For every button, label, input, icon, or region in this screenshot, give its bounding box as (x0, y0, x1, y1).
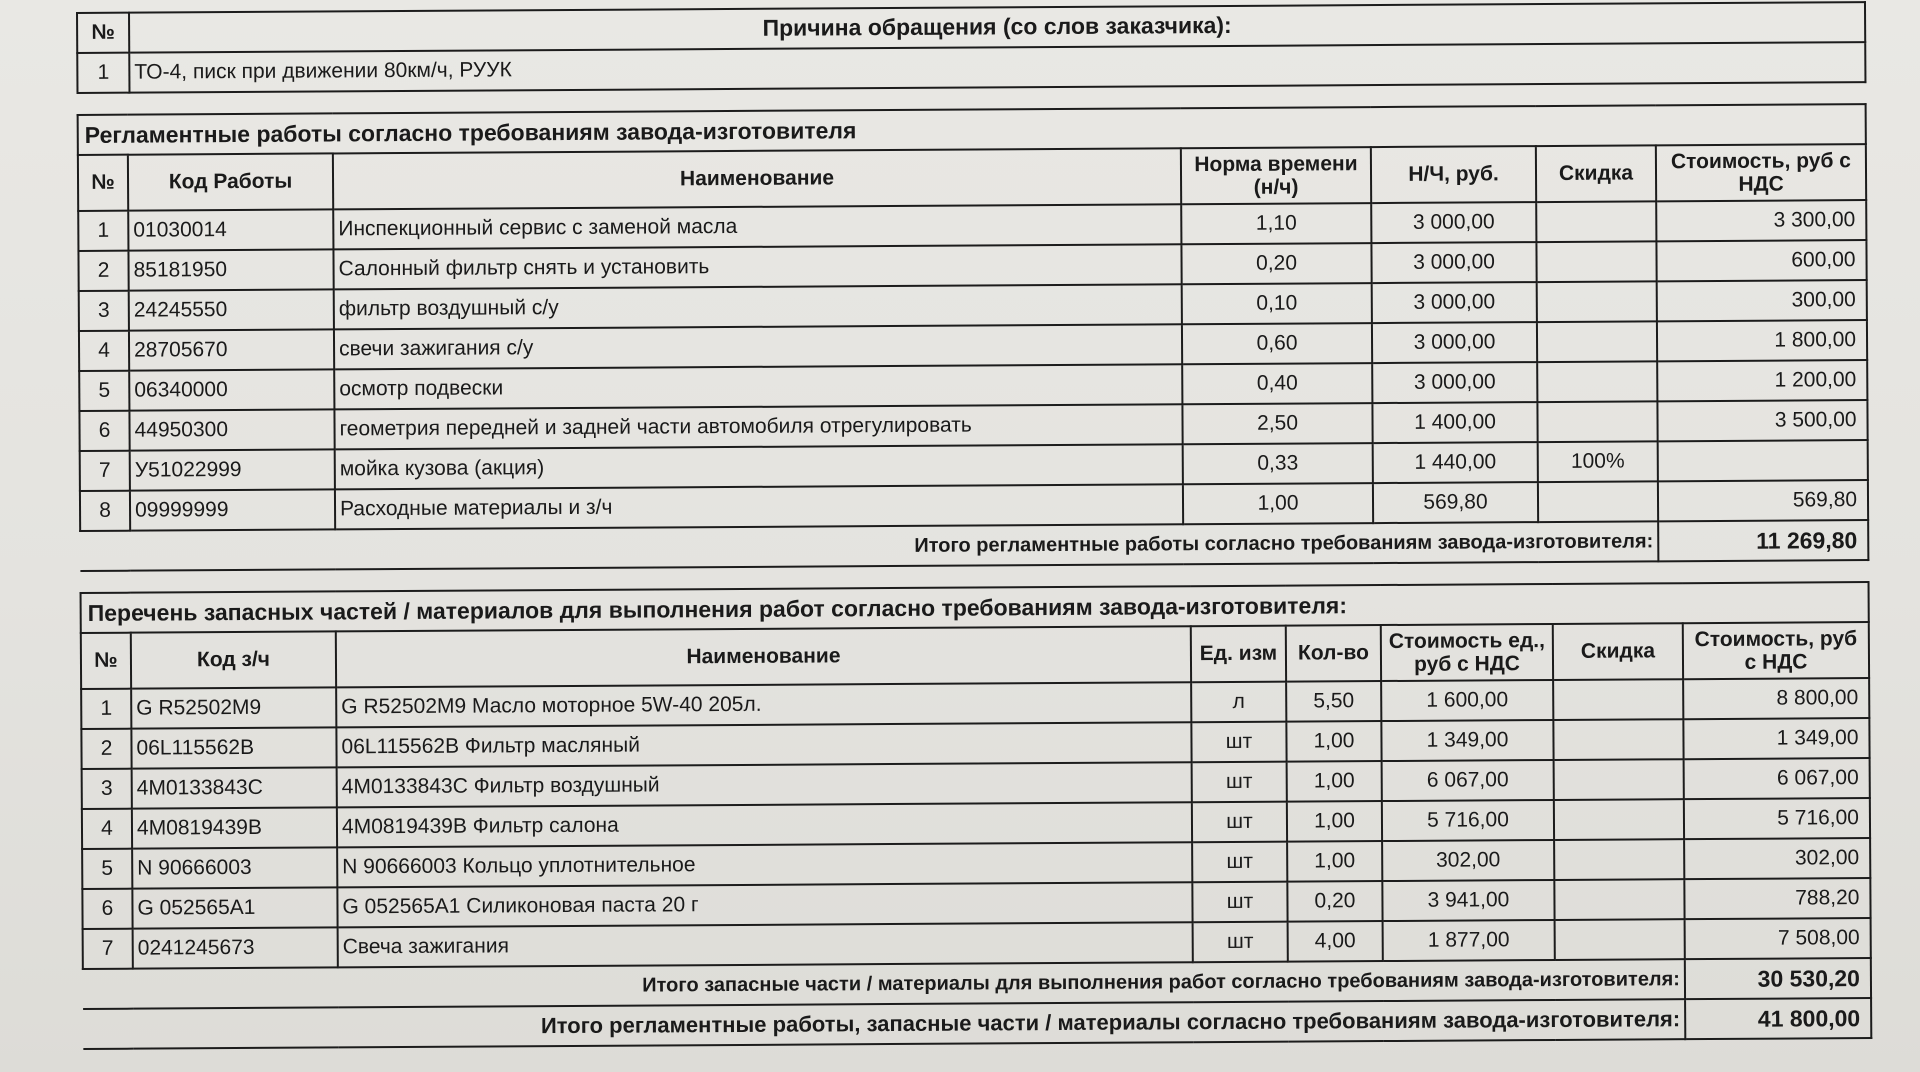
works-total-value: 11 269,80 (1658, 520, 1868, 561)
grand-total-value: 41 800,00 (1685, 998, 1871, 1039)
works-cell-cost: 3 500,00 (1657, 400, 1867, 441)
parts-cell-qty: 1,00 (1287, 841, 1382, 882)
parts-cell-qty: 5,50 (1286, 681, 1381, 722)
parts-cell-qty: 1,00 (1286, 721, 1381, 762)
works-cell-norm: 0,60 (1182, 323, 1372, 364)
parts-cell-discount (1554, 839, 1684, 880)
works-cell-rate: 1 400,00 (1372, 402, 1537, 443)
parts-cell-name: Свеча зажигания (338, 922, 1193, 967)
works-cell-rate: 3 000,00 (1372, 362, 1537, 403)
parts-cell-name: 4M0133843C Фильтр воздушный (337, 762, 1192, 807)
parts-total-value: 30 530,20 (1685, 958, 1871, 999)
parts-cell-cost: 788,20 (1684, 878, 1870, 919)
works-header-num: № (78, 155, 128, 211)
works-cell-norm: 2,50 (1182, 403, 1372, 444)
parts-header-cost: Стоимость, руб с НДС (1683, 622, 1869, 679)
parts-cell-cost: 5 716,00 (1684, 798, 1870, 839)
works-cell-name: мойка кузова (акция) (335, 444, 1183, 489)
parts-cell-name: 06L115562B Фильтр масляный (336, 722, 1191, 767)
works-cell-cost: 3 300,00 (1656, 200, 1866, 241)
parts-header-name: Наименование (336, 626, 1191, 687)
parts-total-label: Итого запасные части / материалы для выполнения работ согласно требованиям завода-изготовителя: (83, 959, 1685, 1009)
parts-cell-unit: шт (1191, 722, 1286, 763)
parts-cell-unit: шт (1192, 882, 1287, 923)
parts-cell-code: N 90666003 (132, 847, 337, 888)
works-cell-rate: 569,80 (1373, 482, 1538, 523)
works-cell-code: 85181950 (128, 249, 333, 290)
parts-cell-unit: л (1191, 682, 1286, 723)
parts-cell-num: 1 (81, 689, 131, 729)
works-cell-rate: 3 000,00 (1371, 242, 1536, 283)
parts-cell-unit: шт (1192, 802, 1287, 843)
works-cell-norm: 1,10 (1181, 203, 1371, 244)
parts-cell-cost: 302,00 (1684, 838, 1870, 879)
parts-cell-unit-cost: 1 877,00 (1383, 920, 1555, 961)
works-cell-rate: 1 440,00 (1373, 442, 1538, 483)
works-cell-cost (1658, 440, 1868, 481)
parts-header-qty: Кол-во (1286, 625, 1381, 682)
parts-cell-code: G R52502M9 (131, 687, 336, 728)
parts-cell-unit-cost: 1 349,00 (1381, 720, 1553, 761)
parts-cell-num: 4 (82, 809, 132, 849)
works-cell-cost: 1 200,00 (1657, 360, 1867, 401)
works-cell-discount (1536, 201, 1656, 242)
parts-cell-discount (1554, 879, 1684, 920)
works-header-discount: Скидка (1536, 145, 1656, 202)
works-cell-norm: 0,20 (1181, 243, 1371, 284)
works-cell-name: фильтр воздушный с/у (334, 284, 1182, 329)
parts-cell-qty: 1,00 (1287, 761, 1382, 802)
parts-cell-code: 4M0819439B (132, 807, 337, 848)
works-cell-discount: 100% (1538, 441, 1658, 482)
parts-header-unit: Ед. изм (1191, 626, 1286, 683)
work-order-sheet (76, 1, 1872, 1050)
parts-cell-cost: 6 067,00 (1684, 758, 1870, 799)
works-cell-name: осмотр подвески (334, 364, 1182, 409)
works-cell-code: 09999999 (130, 489, 335, 530)
parts-cell-num: 5 (82, 849, 132, 889)
works-cell-norm: 0,10 (1182, 283, 1372, 324)
parts-cell-cost: 7 508,00 (1685, 918, 1871, 959)
works-cell-discount (1537, 321, 1657, 362)
works-rows (78, 200, 1868, 531)
parts-rows (81, 678, 1871, 969)
works-cell-rate: 3 000,00 (1372, 322, 1537, 363)
works-cell-num: 4 (79, 331, 129, 371)
parts-cell-cost: 1 349,00 (1683, 718, 1869, 759)
parts-cell-discount (1553, 679, 1683, 720)
works-header-norm: Норма времени (н/ч) (1181, 147, 1371, 204)
parts-cell-unit-cost: 302,00 (1382, 840, 1554, 881)
works-cell-code: 01030014 (128, 209, 333, 250)
grand-total-label: Итого регламентные работы, запасные части / материалы согласно требованиям завода-изготовителя: (83, 999, 1685, 1049)
parts-cell-unit: шт (1192, 762, 1287, 803)
parts-cell-discount (1554, 759, 1684, 800)
parts-table (80, 581, 1873, 1050)
parts-cell-unit: шт (1193, 922, 1288, 963)
works-header-rate: Н/Ч, руб. (1371, 146, 1536, 203)
works-cell-num: 5 (79, 371, 129, 411)
works-cell-num: 3 (79, 291, 129, 331)
works-cell-num: 1 (78, 211, 128, 251)
works-cell-discount (1537, 401, 1657, 442)
reason-table (76, 1, 1866, 94)
parts-cell-unit-cost: 5 716,00 (1382, 800, 1554, 841)
works-title: Регламентные работы согласно требованиям завода-изготовителя (78, 104, 1866, 155)
reason-title: Причина обращения (со слов заказчика): (129, 2, 1865, 53)
parts-title: Перечень запасных частей / материалов для выполнения работ согласно требованиям завода-изготовителя: (81, 582, 1869, 633)
parts-cell-unit-cost: 6 067,00 (1382, 760, 1554, 801)
works-cell-code: 44950300 (129, 409, 334, 450)
works-cell-norm: 0,33 (1183, 443, 1373, 484)
works-header-name: Наименование (333, 148, 1181, 209)
parts-cell-discount (1554, 799, 1684, 840)
reason-text: ТО-4, писк при движении 80км/ч, РУУК (129, 42, 1865, 93)
parts-header-discount: Скидка (1553, 623, 1683, 680)
works-cell-name: Расходные материалы и з/ч (335, 484, 1183, 529)
works-cell-num: 8 (80, 491, 130, 531)
parts-cell-code: G 052565A1 (132, 887, 337, 928)
works-cell-discount (1537, 361, 1657, 402)
parts-cell-code: 0241245673 (133, 927, 338, 968)
works-cell-rate: 3 000,00 (1372, 282, 1537, 323)
parts-cell-unit-cost: 3 941,00 (1382, 880, 1554, 921)
works-cell-code: У51022999 (130, 449, 335, 490)
reason-num-header: № (77, 13, 129, 53)
works-total-label: Итого регламентные работы согласно требованиям завода-изготовителя: (80, 521, 1658, 571)
parts-cell-num: 2 (81, 729, 131, 769)
works-cell-name: Инспекционный сервис с заменой масла (333, 204, 1181, 249)
parts-cell-discount (1555, 919, 1685, 960)
works-cell-name: свечи зажигания с/у (334, 324, 1182, 369)
parts-cell-unit-cost: 1 600,00 (1381, 680, 1553, 721)
works-cell-cost: 1 800,00 (1657, 320, 1867, 361)
works-cell-norm: 1,00 (1183, 483, 1373, 524)
parts-header-unit-cost: Стоимость ед., руб с НДС (1381, 624, 1553, 681)
parts-cell-code: 4M0133843C (132, 767, 337, 808)
works-cell-name: Салонный фильтр снять и установить (333, 244, 1181, 289)
parts-cell-name: 4M0819439B Фильтр салона (337, 802, 1192, 847)
works-cell-norm: 0,40 (1182, 363, 1372, 404)
works-cell-code: 28705670 (129, 329, 334, 370)
works-table (77, 103, 1870, 572)
parts-cell-num: 6 (82, 889, 132, 929)
parts-cell-name: G R52502M9 Масло моторное 5W-40 205л. (336, 682, 1191, 727)
works-cell-num: 2 (78, 251, 128, 291)
parts-cell-name: G 052565A1 Силиконовая паста 20 г (337, 882, 1192, 927)
parts-cell-qty: 0,20 (1287, 881, 1382, 922)
works-header-cost: Стоимость, руб с НДС (1656, 144, 1866, 201)
parts-cell-unit: шт (1192, 842, 1287, 883)
parts-cell-code: 06L115562B (131, 727, 336, 768)
parts-header-code: Код з/ч (131, 631, 336, 688)
parts-cell-cost: 8 800,00 (1683, 678, 1869, 719)
works-cell-num: 7 (80, 451, 130, 491)
works-cell-cost: 300,00 (1657, 280, 1867, 321)
parts-header-num: № (81, 633, 131, 689)
parts-cell-discount (1553, 719, 1683, 760)
parts-cell-name: N 90666003 Кольцо уплотнительное (337, 842, 1192, 887)
works-cell-num: 6 (79, 411, 129, 451)
parts-cell-qty: 1,00 (1287, 801, 1382, 842)
works-cell-cost: 600,00 (1656, 240, 1866, 281)
works-cell-cost: 569,80 (1658, 480, 1868, 521)
works-cell-code: 24245550 (129, 289, 334, 330)
parts-cell-num: 7 (83, 929, 133, 969)
works-cell-discount (1536, 241, 1656, 282)
parts-cell-num: 3 (82, 769, 132, 809)
works-cell-discount (1538, 481, 1658, 522)
works-header-code: Код Работы (128, 153, 333, 210)
reason-row-num: 1 (77, 53, 129, 93)
works-cell-name: геометрия передней и задней части автомобиля отрегулировать (334, 404, 1182, 449)
parts-cell-qty: 4,00 (1288, 921, 1383, 962)
works-cell-rate: 3 000,00 (1371, 202, 1536, 243)
works-cell-code: 06340000 (129, 369, 334, 410)
works-cell-discount (1537, 281, 1657, 322)
